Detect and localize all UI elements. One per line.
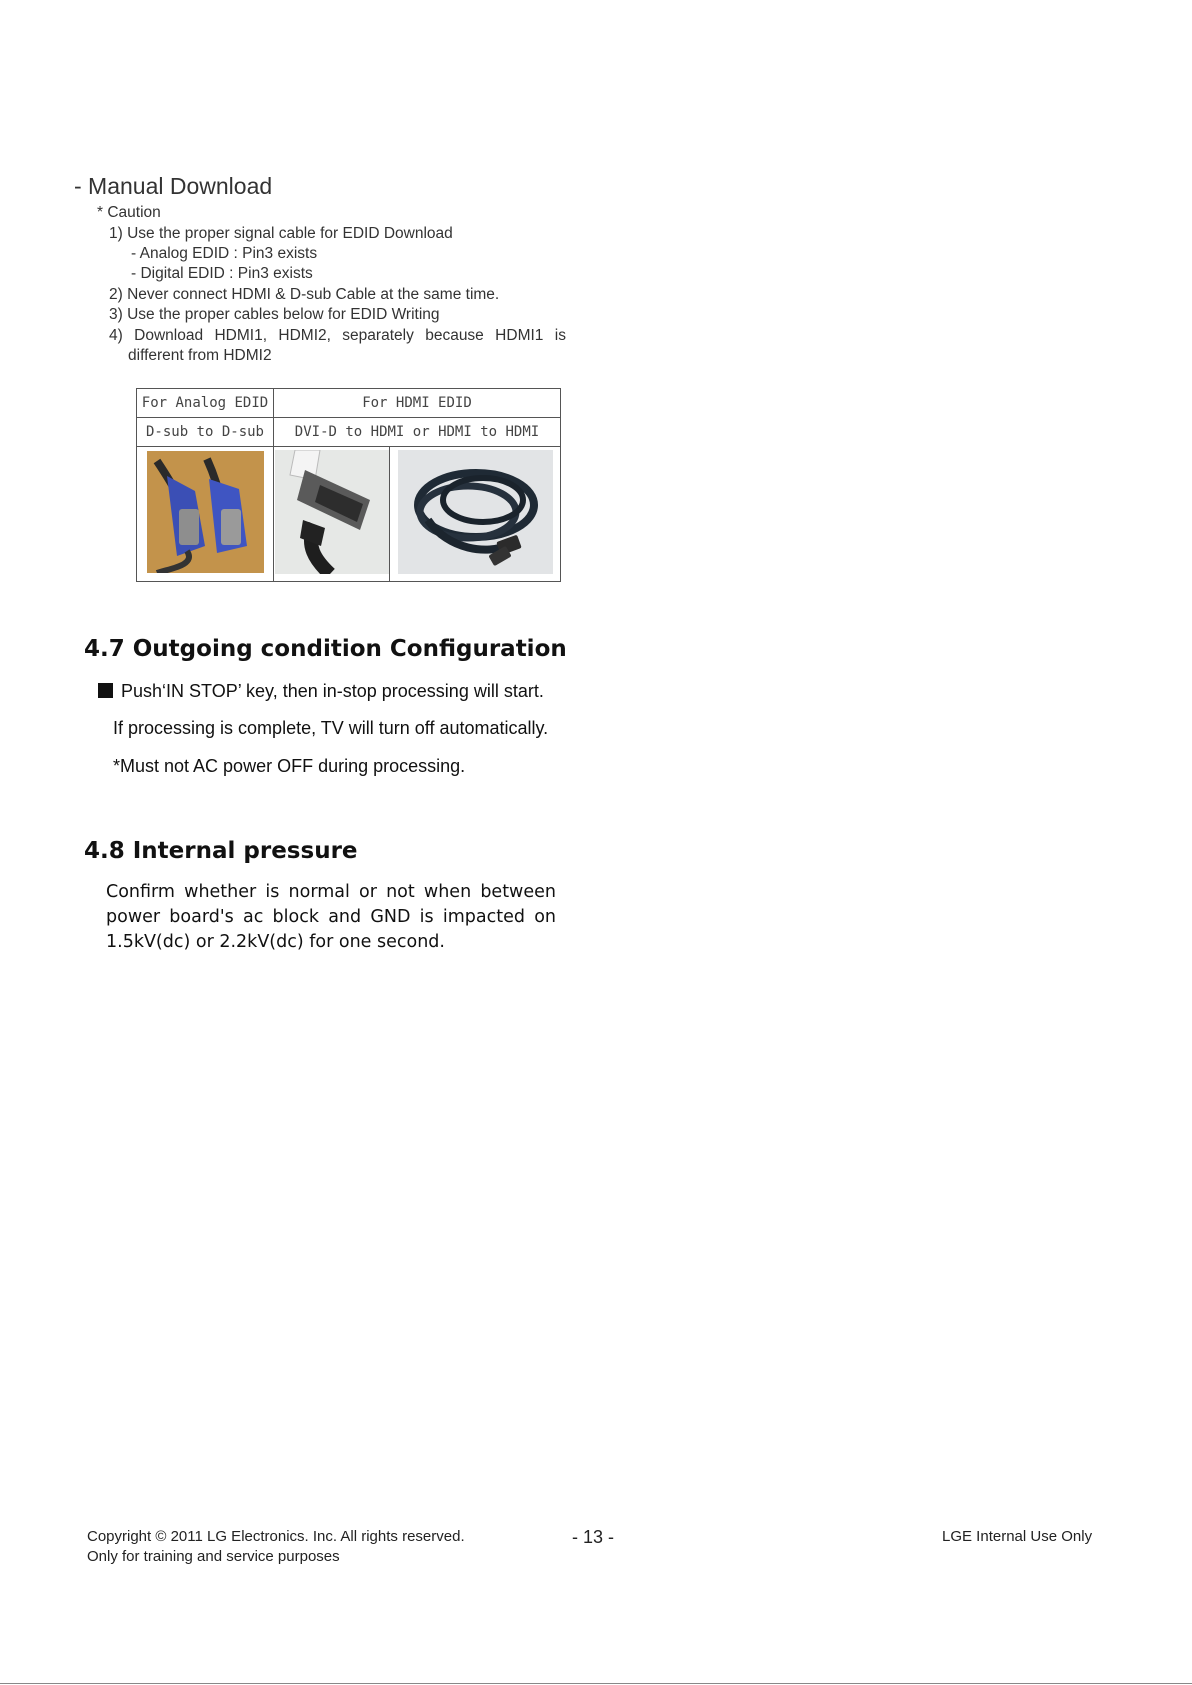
analog-edid-header: For Analog EDID xyxy=(137,389,274,418)
dvi-cable-photo-cell xyxy=(274,447,390,582)
caution-label: * Caution xyxy=(97,204,161,221)
dsub-cable-photo xyxy=(147,451,264,573)
section-4-7-line-2: If processing is complete, TV will turn off automatically. xyxy=(113,718,549,738)
caution-item-2: 2) Never connect HDMI & D-sub Cable at the same time. xyxy=(109,286,500,303)
dvi-cable-photo xyxy=(275,450,389,574)
cable-table xyxy=(136,388,561,582)
dsub-cable-photo-cell xyxy=(137,447,274,582)
section-4-7-title: 4.7 Outgoing condition Configuration xyxy=(84,636,567,662)
section-4-8-line-2: power board's ac block and GND is impacted on xyxy=(106,907,556,927)
page-bottom-rule xyxy=(0,1683,1192,1684)
footer-purpose: Only for training and service purposes xyxy=(87,1548,340,1565)
section-4-8-line-1: Confirm whether is normal or not when between xyxy=(106,882,556,902)
caution-item-4: 4) Download HDMI1, HDMI2, separately because HDMI1 is xyxy=(109,327,566,344)
caution-item-4-cont: different from HDMI2 xyxy=(128,347,272,364)
footer-internal-use: LGE Internal Use Only xyxy=(942,1528,1093,1545)
caution-item-3: 3) Use the proper cables below for EDID Writing xyxy=(109,306,440,323)
hdmi-edid-header: For HDMI EDID xyxy=(274,389,561,418)
section-4-8-title: 4.8 Internal pressure xyxy=(84,838,358,864)
caution-item-1b: - Digital EDID : Pin3 exists xyxy=(131,265,313,282)
hdmi-cable-photo xyxy=(398,450,553,574)
section-4-7-line-3: *Must not AC power OFF during processing. xyxy=(113,756,466,776)
manual-download-title: - Manual Download xyxy=(74,173,273,199)
section-4-8-line-3: 1.5kV(dc) or 2.2kV(dc) for one second. xyxy=(106,932,445,952)
caution-item-1: 1) Use the proper signal cable for EDID Download xyxy=(109,225,453,242)
analog-cable-type: D-sub to D-sub xyxy=(137,418,274,447)
section-4-7-line-1: Push‘IN STOP’ key, then in-stop processing will start. xyxy=(98,681,544,702)
page-number: - 13 - xyxy=(572,1527,615,1547)
section-4-8-body xyxy=(106,880,556,955)
bullet-square-icon xyxy=(98,683,113,698)
caution-item-1a: - Analog EDID : Pin3 exists xyxy=(131,245,318,262)
footer-copyright: Copyright © 2011 LG Electronics. Inc. All rights reserved. xyxy=(87,1528,465,1545)
hdmi-cable-photo-cell xyxy=(390,447,561,582)
hdmi-cable-type: DVI-D to HDMI or HDMI to HDMI xyxy=(274,418,561,447)
